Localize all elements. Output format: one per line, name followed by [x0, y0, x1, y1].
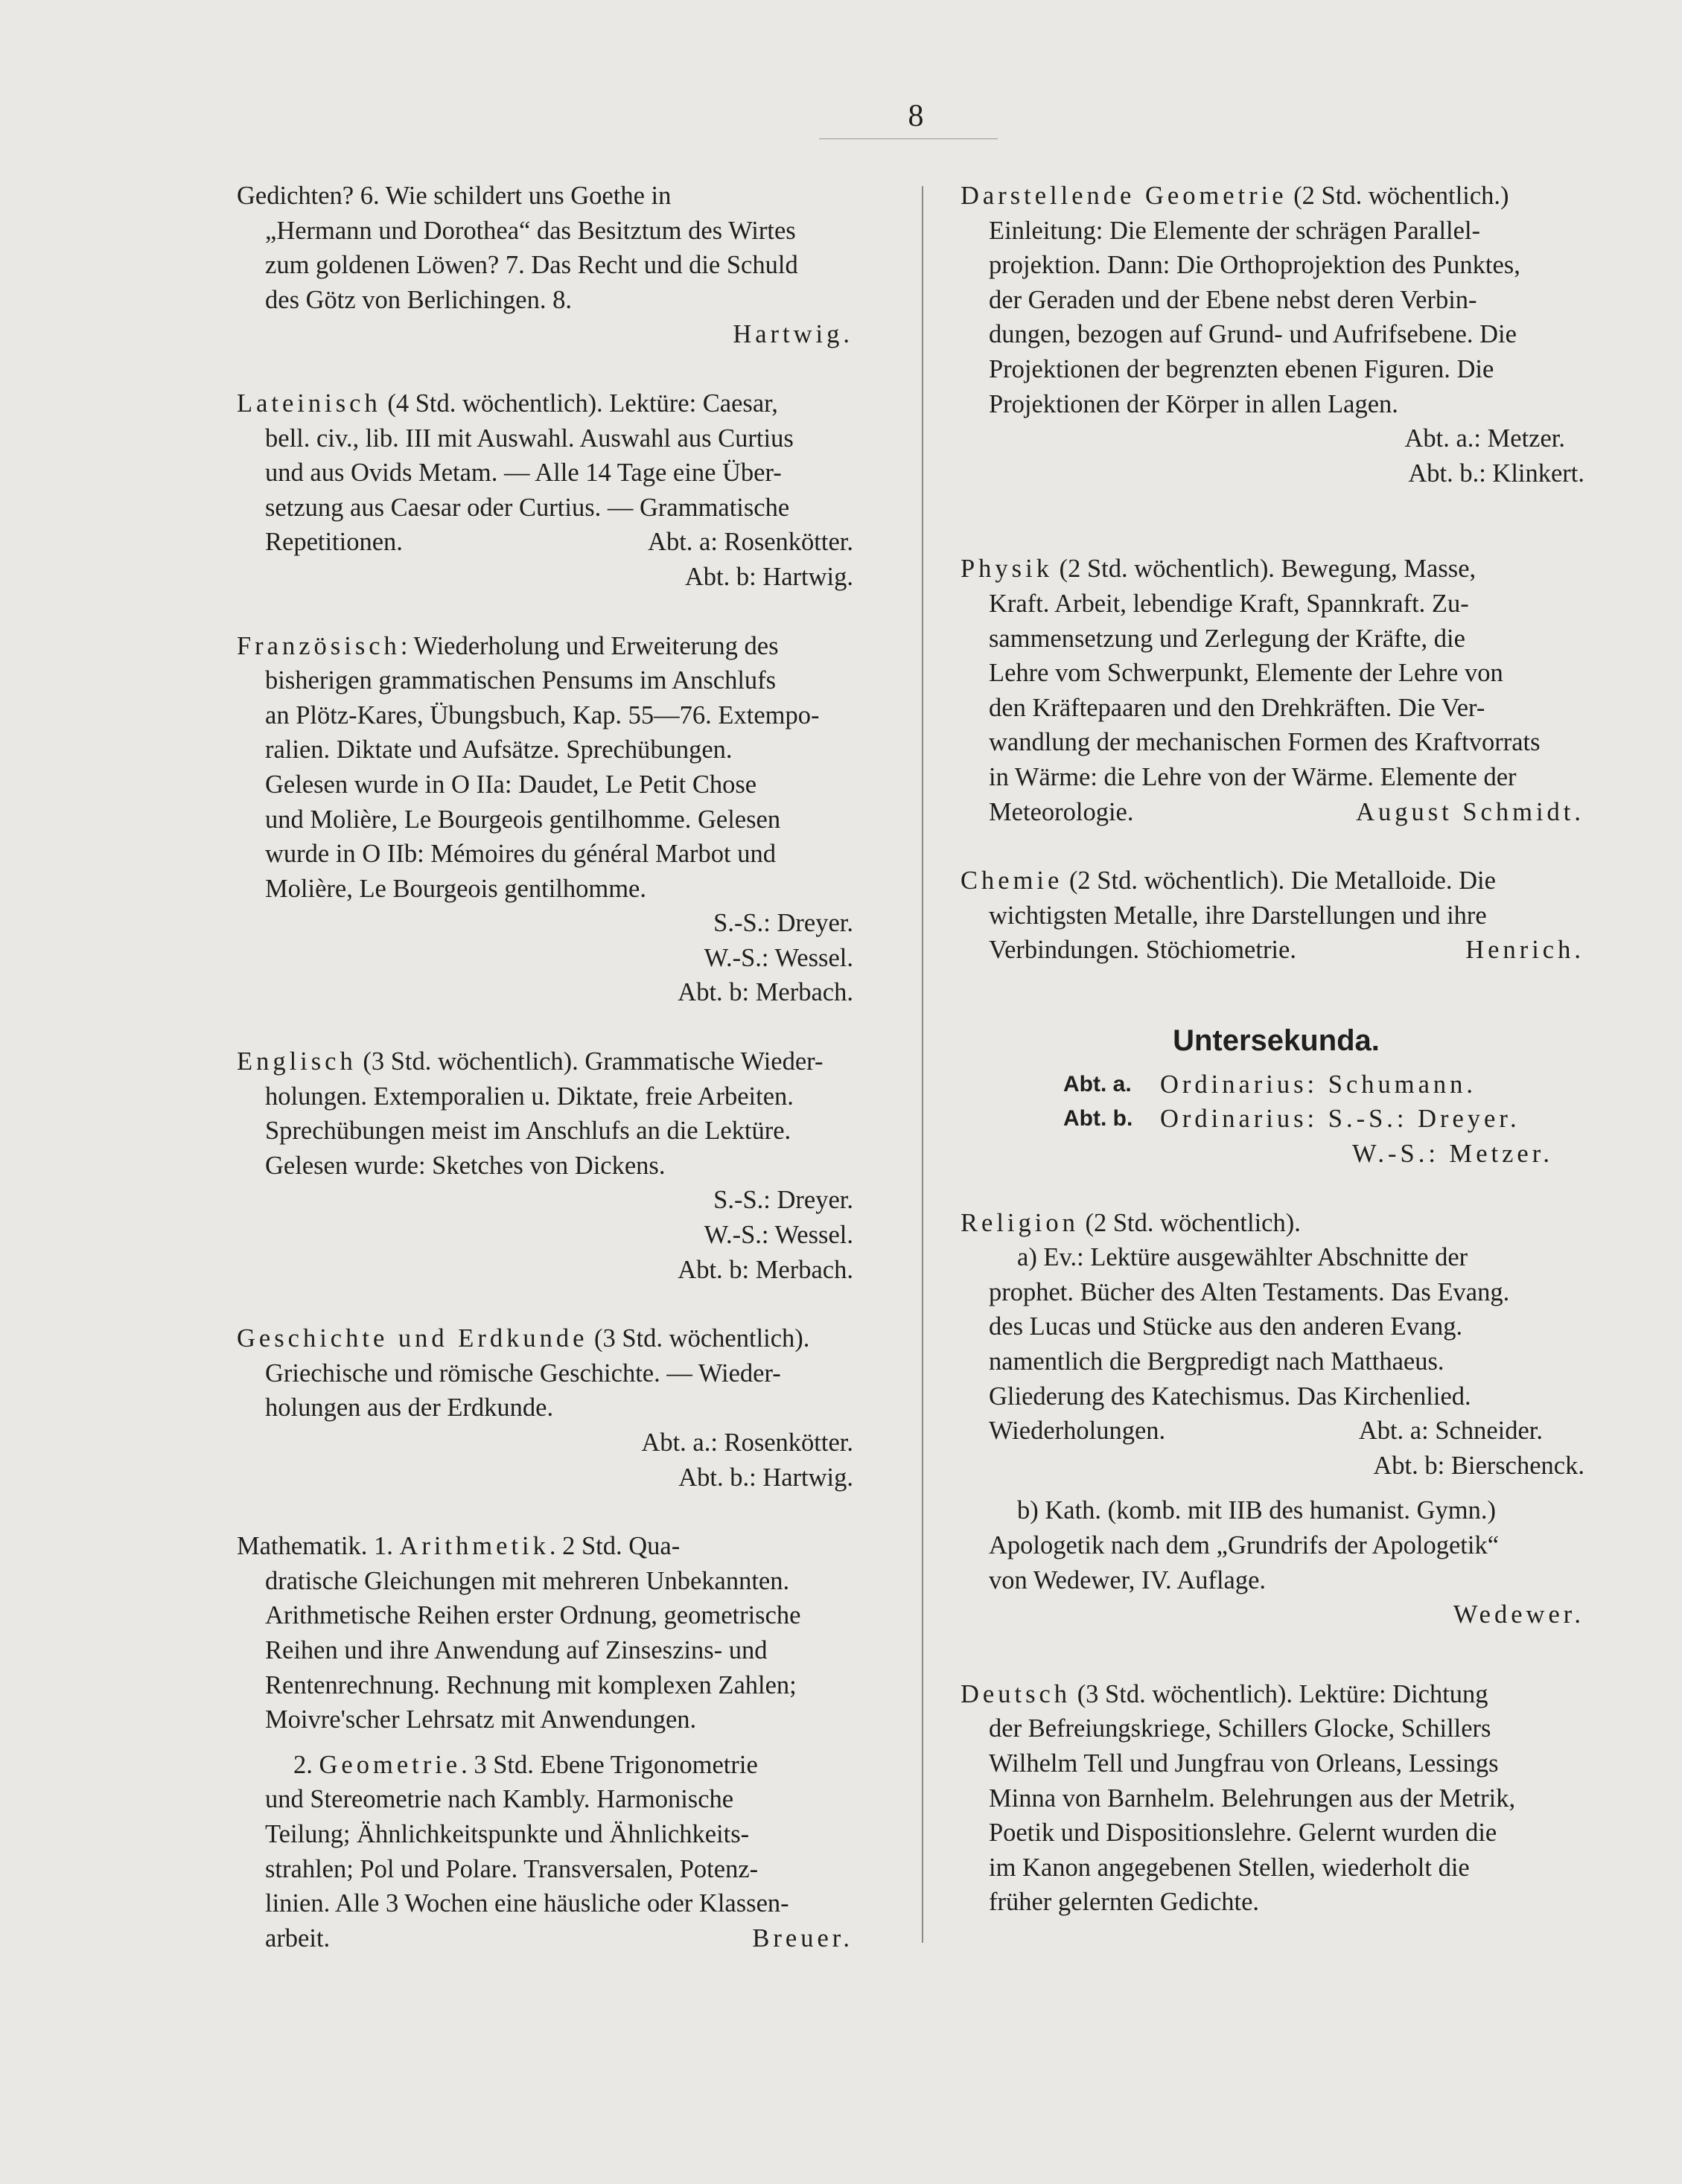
text-line: von Wedewer, IV. Auflage.	[989, 1565, 1267, 1594]
text-line: wurde in O IIb: Mémoires du général Marbot und	[265, 840, 776, 869]
text-line: (2 Std. wöchentlich). Die Metalloide. Die	[1063, 866, 1496, 895]
text-line: dratische Gleichungen mit mehreren Unbekannten.	[265, 1566, 790, 1595]
text-line: Rentenrechnung. Rechnung mit komplexen Zahlen;	[265, 1670, 797, 1699]
teacher-signature: W.-S.: Wessel.	[704, 943, 853, 972]
page-number: 8	[908, 99, 924, 133]
abt-label: Abt. b.	[1063, 1106, 1133, 1131]
teacher-signature: Abt. a.: Metzer.	[1404, 424, 1565, 453]
section-goethe-continuation	[237, 179, 861, 352]
signature-row	[961, 1414, 1592, 1449]
section-englisch	[237, 1044, 861, 1287]
section-deutsch	[961, 1677, 1592, 1920]
text-line: (2 Std. wöchentlich).	[1078, 1208, 1301, 1237]
ordinarius-text: W.-S.: Metzer.	[1352, 1140, 1553, 1169]
text-fragment: . 2 Std. Qua-	[549, 1532, 681, 1561]
text-line: : Wiederholung und Erweiterung des	[400, 631, 779, 660]
teacher-signature: Abt. b.: Klinkert.	[1408, 459, 1584, 488]
section-first-line	[961, 1677, 1592, 1712]
section-lateinisch	[237, 386, 861, 595]
subject-title: Deutsch	[961, 1679, 1071, 1708]
subject-title: Physik	[961, 555, 1053, 584]
section-first-line	[237, 386, 861, 421]
text-fragment: 2.	[293, 1750, 319, 1779]
signature-row	[237, 525, 861, 560]
text-line: des Lucas und Stücke aus den anderen Evang.	[989, 1312, 1463, 1341]
abt-b-row	[961, 1102, 1592, 1137]
teacher-signature: S.-S.: Dreyer.	[713, 909, 853, 938]
subsection-title: Geometrie	[319, 1750, 462, 1779]
subject-title: Lateinisch	[237, 389, 381, 418]
section-physik	[961, 552, 1592, 829]
text-line: Projektionen der begrenzten ebenen Figuren. Die	[989, 354, 1494, 383]
section-first-line	[237, 1321, 861, 1356]
signature-row	[961, 933, 1592, 968]
subject-title: Religion	[961, 1208, 1079, 1237]
teacher-signature: Abt. b: Merbach.	[678, 1255, 853, 1284]
text-line: (2 Std. wöchentlich). Bewegung, Masse,	[1052, 555, 1476, 584]
text-line: Projektionen der Körper in allen Lagen.	[989, 389, 1398, 418]
text-line: (4 Std. wöchentlich). Lektüre: Caesar,	[380, 389, 778, 418]
teacher-signature: Henrich.	[1465, 936, 1584, 965]
ordinarius-text: Ordinarius: S.-S.: Dreyer.	[1160, 1105, 1520, 1134]
text-line: Gliederung des Katechismus. Das Kirchenlied.	[989, 1382, 1471, 1411]
subject-title: Mathematik	[237, 1532, 361, 1561]
section-untersekunda	[961, 1021, 1592, 1172]
teacher-signature: Hartwig.	[733, 320, 853, 349]
text-line: Apologetik nach dem „Grundrifs der Apologetik“	[989, 1531, 1500, 1559]
teacher-signature: Abt. a: Rosenkötter.	[648, 528, 853, 557]
text-line: bisherigen grammatischen Pensums im Anschlufs	[265, 666, 777, 695]
text-line: wichtigsten Metalle, ihre Darstellungen und ihre	[989, 901, 1487, 930]
section-geschichte	[237, 1321, 861, 1495]
text-line: holungen. Extemporalien u. Diktate, freie Arbeiten.	[265, 1082, 794, 1111]
text-line: Verbindungen. Stöchiometrie.	[989, 936, 1296, 965]
text-line: Moivre'scher Lehrsatz mit Anwendungen.	[265, 1705, 697, 1734]
text-line: a) Ev.: Lektüre ausgewählter Abschnitte der	[1017, 1243, 1468, 1272]
section-first-line	[961, 179, 1592, 214]
text-line: (3 Std. wöchentlich).	[587, 1324, 810, 1353]
text-line: Kraft. Arbeit, lebendige Kraft, Spannkraft. Zu-	[989, 589, 1469, 618]
text-line: b) Kath. (komb. mit IIB des humanist. Gymn.)	[1017, 1496, 1496, 1525]
text-line: projektion. Dann: Die Orthoprojektion des Punktes,	[989, 251, 1520, 280]
text-line: Gedichten? 6. Wie schildert uns Goethe in	[237, 182, 672, 210]
text-line: Wilhelm Tell und Jungfrau von Orleans, Lessings	[989, 1749, 1499, 1778]
text-line: der Befreiungskriege, Schillers Glocke, Schillers	[989, 1714, 1491, 1743]
text-line: des Götz von Berlichingen. 8.	[265, 285, 572, 314]
text-line: Repetitionen.	[265, 528, 403, 557]
text-line: Einleitung: Die Elemente der schrägen Parallel-	[989, 216, 1481, 245]
text-line: holungen aus der Erdkunde.	[265, 1393, 554, 1423]
text-line: und Stereometrie nach Kambly. Harmonische	[265, 1785, 734, 1814]
text-line: . 3 Std. Ebene Trigonometrie	[461, 1750, 758, 1779]
text-line: arbeit.	[265, 1923, 331, 1952]
class-heading: Untersekunda.	[1173, 1024, 1380, 1057]
text-line: Teilung; Ähnlichkeitspunkte und Ähnlichkeits-	[265, 1819, 750, 1848]
text-line: Molière, Le Bourgeois gentilhomme.	[265, 874, 646, 903]
subsection-title: Arithmetik	[399, 1532, 549, 1561]
section-first-line	[237, 629, 861, 664]
text-line: „Hermann und Dorothea“ das Besitztum des Wirtes	[265, 216, 796, 245]
text-line: Gelesen wurde in O IIa: Daudet, Le Petit Chose	[265, 770, 757, 799]
text-line: bell. civ., lib. III mit Auswahl. Auswahl aus Curtius	[265, 424, 794, 453]
subject-title: Chemie	[961, 866, 1063, 895]
signature-row	[961, 795, 1592, 830]
right-column	[961, 179, 1592, 1920]
abt-label: Abt. a.	[1063, 1071, 1132, 1096]
subject-title: Darstellende Geometrie	[961, 182, 1287, 210]
teacher-signature: Abt. b.: Hartwig.	[678, 1463, 853, 1492]
section-mathematik	[237, 1529, 861, 1955]
text-line: Minna von Barnhelm. Belehrungen aus der Metrik,	[989, 1784, 1516, 1813]
section-first-line	[961, 552, 1592, 587]
abt-a-row	[961, 1067, 1592, 1102]
section-first-line	[237, 1529, 861, 1564]
text-line: an Plötz-Kares, Übungsbuch, Kap. 55—76. Extempo-	[265, 700, 820, 729]
text-line: Wiederholungen.	[989, 1417, 1166, 1446]
text-line: und aus Ovids Metam. — Alle 14 Tage eine Über-	[265, 459, 782, 488]
text-line: sammensetzung und Zerlegung der Kräfte, die	[989, 624, 1465, 653]
teacher-signature: W.-S.: Wessel.	[704, 1221, 853, 1250]
text-line: Reihen und ihre Anwendung auf Zinseszins- und	[265, 1635, 768, 1664]
teacher-signature: Abt. b: Bierschenck.	[1373, 1451, 1584, 1480]
ordinarius-text: Ordinarius: Schumann.	[1160, 1070, 1477, 1099]
teacher-signature: Abt. b: Merbach.	[678, 978, 853, 1007]
text-line: Sprechübungen meist im Anschlufs an die Lektüre.	[265, 1117, 791, 1146]
text-line: (3 Std. wöchentlich). Grammatische Wieder-	[356, 1047, 824, 1076]
left-column	[237, 179, 861, 1955]
text-line: Arithmetische Reihen erster Ordnung, geometrische	[265, 1601, 801, 1630]
section-sub-line	[237, 1748, 861, 1783]
section-first-line	[961, 863, 1592, 898]
text-line: dungen, bezogen auf Grund- und Aufrifsebene. Die	[989, 320, 1517, 349]
text-line: (2 Std. wöchentlich.)	[1287, 182, 1509, 210]
column-divider	[922, 186, 923, 1943]
subject-title: Französisch	[237, 631, 401, 660]
section-chemie	[961, 863, 1592, 968]
text-line: (3 Std. wöchentlich). Lektüre: Dichtung	[1071, 1679, 1488, 1708]
text-line: und Molière, Le Bourgeois gentilhomme. Gelesen	[265, 805, 781, 834]
text-line: wandlung der mechanischen Formen des Kraftvorrats	[989, 728, 1541, 757]
text-line: Poetik und Dispositionslehre. Gelernt wurden die	[989, 1819, 1497, 1848]
section-darstellende-geometrie	[961, 179, 1592, 491]
section-first-line	[961, 1206, 1592, 1241]
text-line: setzung aus Caesar oder Curtius. — Grammatische	[265, 493, 790, 522]
signature-row	[237, 1921, 861, 1956]
teacher-signature: Abt. a: Schneider.	[1358, 1417, 1543, 1446]
header-rule	[819, 138, 998, 139]
teacher-signature: Breuer.	[752, 1923, 853, 1952]
teacher-signature: Wedewer.	[1453, 1600, 1584, 1629]
text-line: Meteorologie.	[989, 797, 1134, 826]
text-line: linien. Alle 3 Wochen eine häusliche oder Klassen-	[265, 1889, 789, 1918]
text-line: namentlich die Bergpredigt nach Matthaeus.	[989, 1347, 1444, 1376]
section-first-line	[237, 1044, 861, 1079]
subject-title: Geschichte und Erdkunde	[237, 1324, 588, 1353]
text-line: der Geraden und der Ebene nebst deren Verbin-	[989, 285, 1477, 314]
teacher-signature: S.-S.: Dreyer.	[713, 1186, 853, 1215]
text-line: zum goldenen Löwen? 7. Das Recht und die Schuld	[265, 251, 798, 280]
teacher-signature: Abt. b: Hartwig.	[684, 562, 853, 591]
text-line: Lehre vom Schwerpunkt, Elemente der Lehre von	[989, 659, 1503, 688]
text-line: früher gelernten Gedichte.	[989, 1888, 1260, 1917]
text-line: strahlen; Pol und Polare. Transversalen, Potenz-	[265, 1854, 759, 1883]
section-franzoesisch	[237, 629, 861, 1011]
subject-title: Englisch	[237, 1047, 357, 1076]
teacher-signature: August Schmidt.	[1356, 797, 1584, 826]
teacher-signature: Abt. a.: Rosenkötter.	[641, 1428, 853, 1457]
text-line: ralien. Diktate und Aufsätze. Sprechübungen.	[265, 735, 733, 764]
text-line: Gelesen wurde: Sketches von Dickens.	[265, 1151, 666, 1180]
text-line: den Kräftepaaren und den Drehkräften. Die Ver-	[989, 693, 1485, 722]
text-fragment: . 1.	[360, 1532, 400, 1561]
text-line: im Kanon angegebenen Stellen, wiederholt die	[989, 1853, 1470, 1882]
section-religion	[961, 1206, 1592, 1632]
text-line: prophet. Bücher des Alten Testaments. Das Evang.	[989, 1277, 1510, 1306]
text-line: Griechische und römische Geschichte. — Wieder-	[265, 1358, 781, 1388]
text-line: in Wärme: die Lehre von der Wärme. Elemente der	[989, 762, 1517, 791]
